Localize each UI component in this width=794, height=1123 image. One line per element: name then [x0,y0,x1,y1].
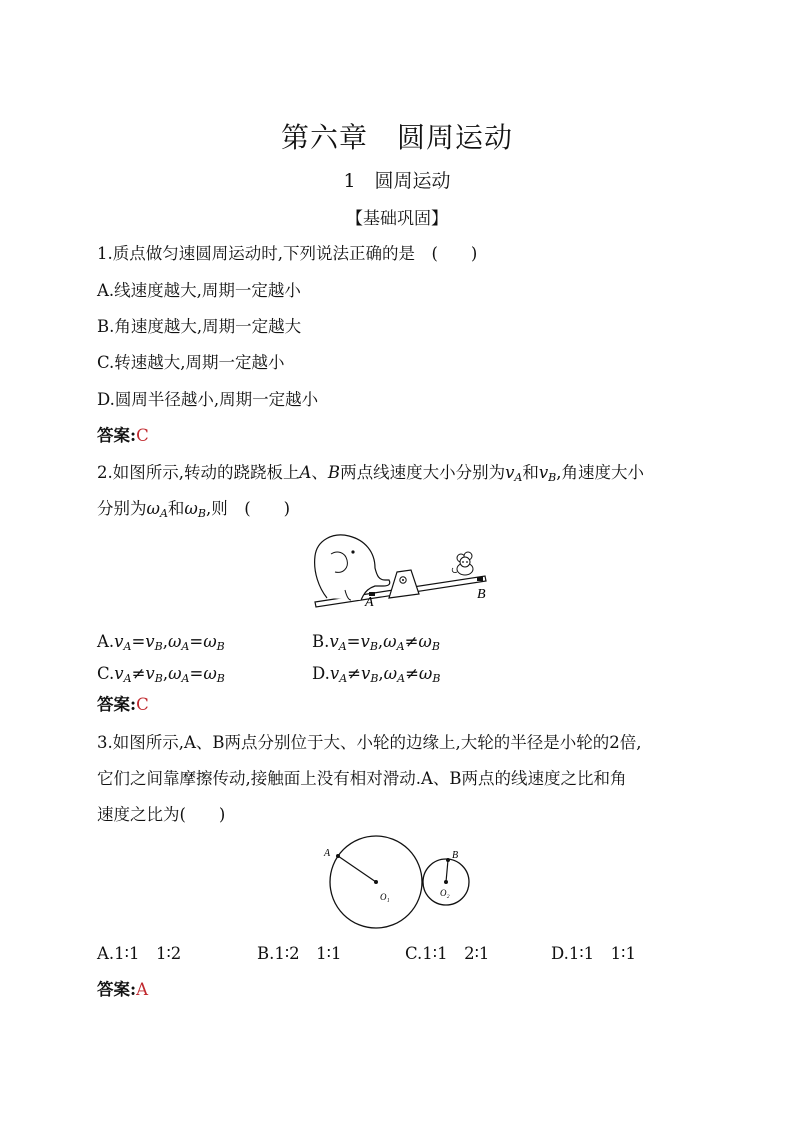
q1-answer [97,424,149,448]
q1-option-c: C.转速越大,周期一定越小 [97,353,285,372]
q1-option-d: D.圆周半径越小,周期一定越小 [97,390,319,409]
q3-option-c: C.1∶1 2∶1 [405,944,490,963]
wheels-figure [320,832,480,932]
q3-stem-line-2: 它们之间靠摩擦传动,接触面上没有相对滑动.A、B两点的线速度之比和角 [97,769,627,788]
wheel-label-b: B [452,850,459,861]
section-title: 1 圆周运动 [343,170,451,192]
wheel-label-o2: O₂ [440,888,450,898]
q2-stem-line-1: 2.如图所示,转动的跷跷板上A、B两点线速度大小分别为$v_A$和$v_B$,角速度大小 [97,463,645,484]
seesaw-figure [305,528,495,608]
seesaw-label-b: B [477,587,486,602]
q3-option-a: A.1∶1 1∶2 [97,944,182,963]
section-tag: 【基础巩固】 [346,209,448,229]
answer-value: C [136,695,149,714]
q1-stem: 1.质点做匀速圆周运动时,下列说法正确的是 ( ) [97,244,478,263]
answer-label: 答案: [97,426,137,445]
q3-stem-line-1: 3.如图所示,A、B两点分别位于大、小轮的边缘上,大轮的半径是小轮的2倍, [97,733,642,752]
q2-stem-line-2: 分别为$\omega_A$和$\omega_B$,则 ( ) [97,499,291,520]
chapter-title: 第六章 圆周运动 [280,121,513,154]
answer-value: C [136,426,149,445]
q1-option-b: B.角速度越大,周期一定越大 [97,317,302,336]
q3-answer [97,978,148,1002]
answer-label: 答案: [97,980,137,999]
q2-option-c: $C.v_A\ne v_B,\omega_A=\omega_B$ [97,664,225,685]
wheel-label-o1: O₁ [380,892,390,902]
q2-option-d: $D.v_A\ne v_B,\omega_A\ne\omega_B$ [312,664,441,685]
q1-option-a: A.线速度越大,周期一定越小 [97,281,301,300]
q3-stem-line-3: 速度之比为( ) [97,805,226,824]
q2-answer [97,693,149,717]
answer-label: 答案: [97,695,137,714]
seesaw-label-a: A [365,595,374,608]
answer-value: A [136,980,149,999]
q2-option-a: $A.v_A=v_B,\omega_A=\omega_B$ [97,632,225,653]
q3-option-d: D.1∶1 1∶1 [551,944,636,963]
wheel-label-a: A [324,848,331,859]
q3-option-b: B.1∶2 1∶1 [257,944,342,963]
q2-option-b: $B.v_A=v_B,\omega_A\ne\omega_B$ [312,632,440,653]
